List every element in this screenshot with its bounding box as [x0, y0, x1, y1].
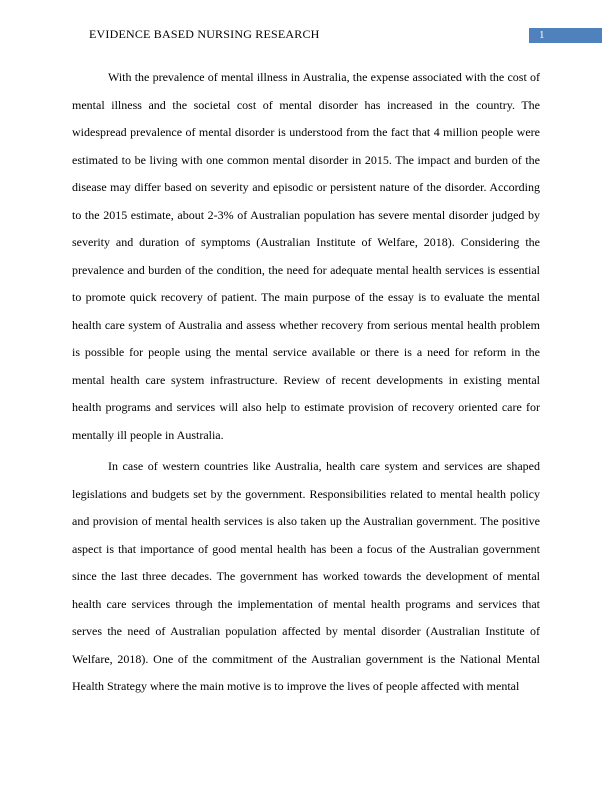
page-number-badge: 1 [529, 28, 602, 43]
body-paragraph-1: With the prevalence of mental illness in Australia, the expense associated with the cost of mental illness and the societal cost of mental disorder has increased in the country. The widespread prevalence of mental disorder is understood from the fact that 4 million people were estimated to be living with one common mental disorder in 2015. The impact and burden of the disease may differ based on severity and episodic or persistent nature of the disorder. According to the 2015 estimate, about 2-3% of Australian population has severe mental disorder judged by severity and duration of symptoms (Australian Institute of Welfare, 2018). Considering the prevalence and burden of the condition, the need for adequate mental health services is essential to promote quick recovery of patient. The main purpose of the essay is to evaluate the mental health care system of Australia and assess whether recovery from serious mental health problem is possible for people using the mental service available or there is a need for reform in the mental health care system infrastructure. Review of recent developments in existing mental health programs and services will also help to estimate provision of recovery oriented care for mentally ill people in Australia. [72, 70, 540, 442]
document-body [72, 64, 540, 701]
running-header-title: EVIDENCE BASED NURSING RESEARCH [89, 27, 320, 41]
body-paragraph-2: In case of western countries like Australia, health care system and services are shaped legislations and budgets set by the government. Responsibilities related to mental health policy and provision of mental health services is also taken up the Australian government. The positive aspect is that importance of good mental health has been a focus of the Australian government since the last three decades. The government has worked towards the development of mental health care services through the implementation of mental health programs and services that serves the need of Australian population affected by mental disorder (Australian Institute of Welfare, 2018). One of the commitment of the Australian government is the National Mental Health Strategy where the main motive is to improve the lives of people affected with mental [72, 459, 540, 693]
